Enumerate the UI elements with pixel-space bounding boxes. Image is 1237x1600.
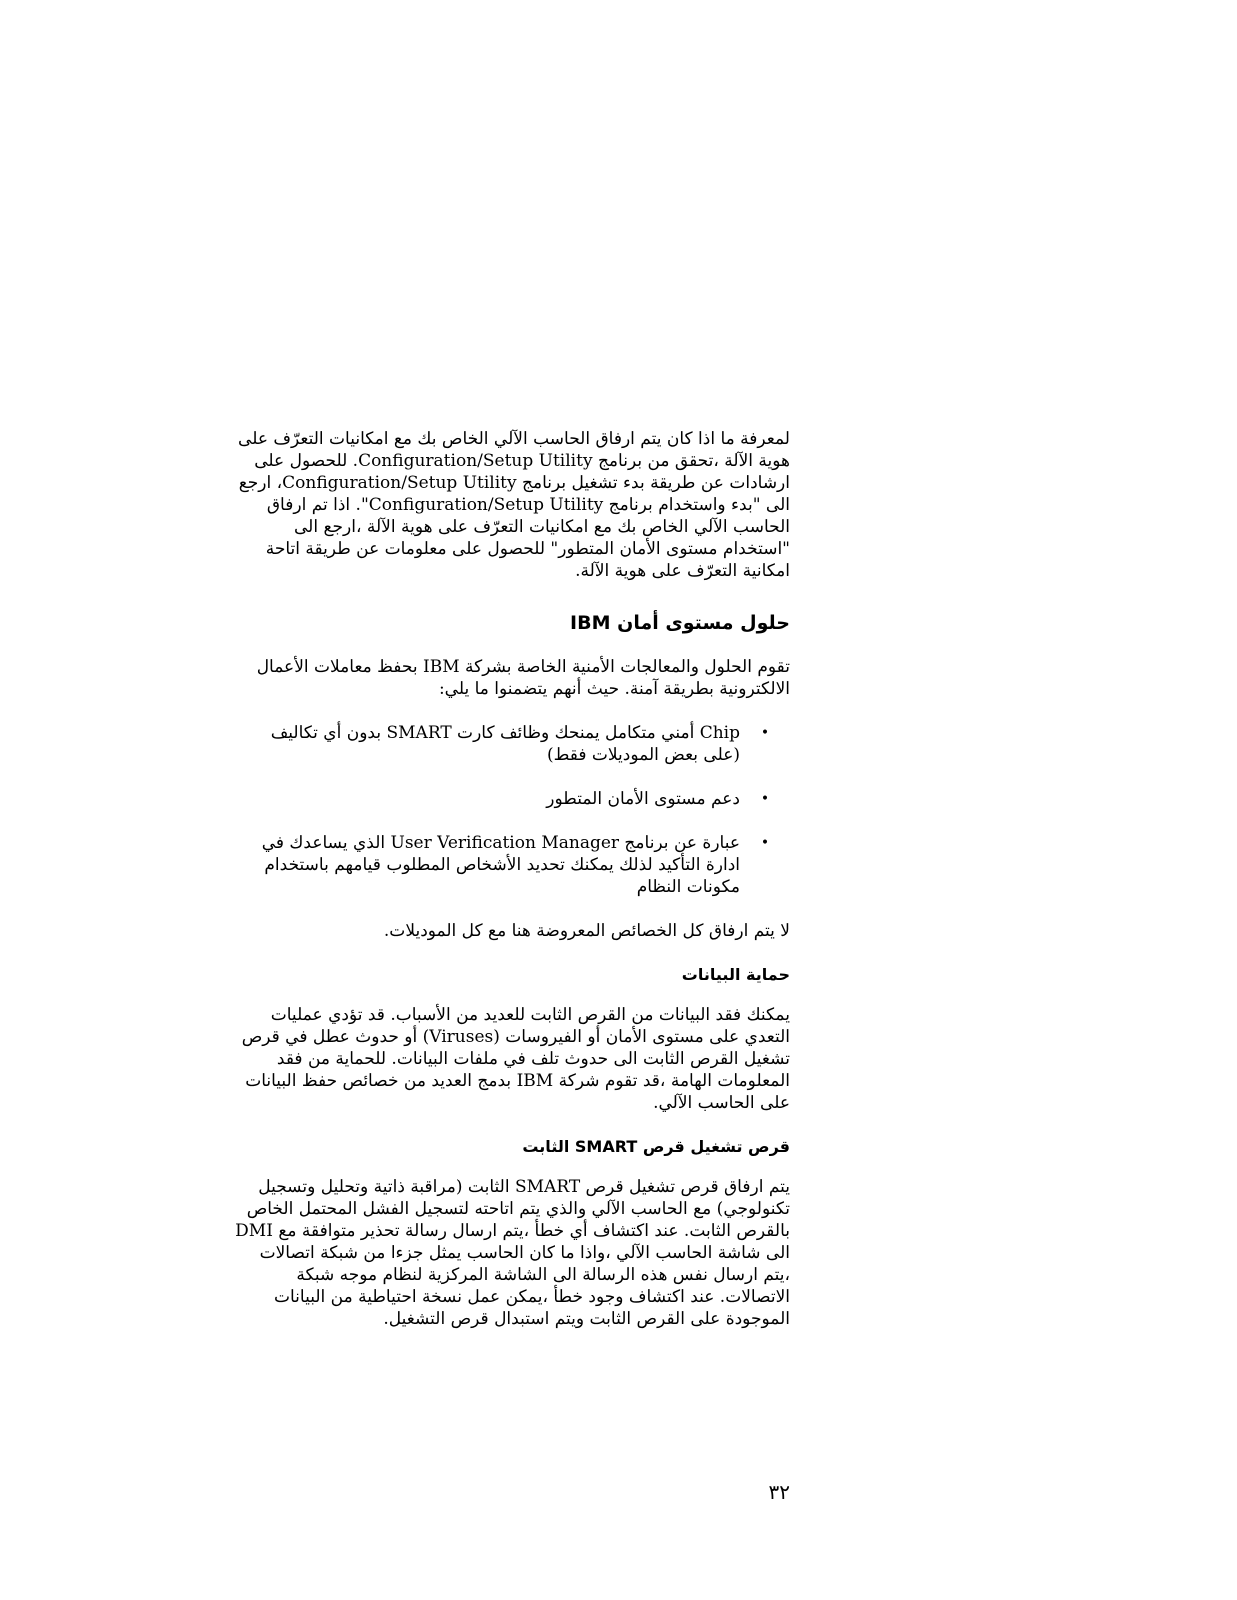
data-protection-paragraph: يمكنك فقد البيانات من القرص الثابت للعديد من الأسباب. قد تؤدي عمليات التعدي على مستوى الأمان أو الفيروسات (Viruses) أو حدوث عطل في قرص تشغيل القرص الثابت الى حدوث تلف في ملفات البيانات. للحماية من فقد المعلومات الهامة ،قد تقوم شركة IBM بدمج العديد من خصائص حفظ البيانات على الحاسب الآلي. xyxy=(241,1005,790,1113)
list-item xyxy=(230,788,790,810)
list-item-text: دعم مستوى الأمان المتطور xyxy=(546,789,740,809)
bullet-icon: • xyxy=(760,835,770,851)
models-note: لا يتم ارفاق كل الخصائص المعروضة هنا مع كل الموديلات. xyxy=(383,921,790,941)
list-item xyxy=(230,722,790,766)
security-solutions-heading: حلول مستوى أمان IBM xyxy=(570,612,790,634)
bullet-icon: • xyxy=(760,725,770,741)
list-item xyxy=(230,832,790,898)
security-solutions-paragraph: تقوم الحلول والمعالجات الأمنية الخاصة بشركة IBM بحفظ معاملات الأعمال الالكترونية بطريقة آمنة. حيث أنهم يتضمنوا ما يلي: xyxy=(256,657,790,699)
page-number: ٣٢ xyxy=(768,1480,790,1504)
smart-drive-heading: قرص تشغيل قرص SMART الثابت xyxy=(522,1137,790,1156)
smart-drive-paragraph: يتم ارفاق قرص تشغيل قرص SMART الثابت (مراقبة ذاتية وتحليل وتسجيل تكنولوجي) مع الحاسب الآلي والذي يتم اتاحته لتسجيل الفشل المحتمل الخاص بالقرص الثابت. عند اكتشاف أي خطأ ،يتم ارسال رسالة تحذير متوافقة مع DMI الى شاشة الحاسب الآلي ،واذا ما كان الحاسب يمثل جزءا من شبكة اتصالات ،يتم ارسال نفس هذه الرسالة الى الشاشة المركزية لنظام موجه شبكة الاتصالات. عند اكتشاف وجود خطأ ،يمكن عمل نسخة احتياطية من البيانات الموجودة على القرص الثابت ويتم استبدال قرص التشغيل. xyxy=(235,1177,790,1329)
bullet-icon: • xyxy=(760,791,770,807)
security-features-list xyxy=(230,722,790,898)
data-protection-heading: حماية البيانات xyxy=(681,965,790,984)
list-item-text: عبارة عن برنامج User Verification Manager الذي يساعدك في ادارة التأكيد لذلك يمكنك تحديد الأشخاص المطلوب قيامهم باستخدام مكونات النظام xyxy=(261,833,740,897)
intro-paragraph: لمعرفة ما اذا كان يتم ارفاق الحاسب الآلي الخاص بك مع امكانيات التعرّف على هوية الآلة ،تحقق من برنامج Configuration/Setup Utility. للحصول على ارشادات عن طريقة بدء تشغيل برنامج Configuration/Setup Utility، ارجع الى "بدء واستخدام برنامج Configuration/Setup Utility". اذا تم ارفاق الحاسب الآلي الخاص بك مع امكانيات التعرّف على هوية الآلة ،ارجع الى "استخدام مستوى الأمان المتطور" للحصول على معلومات عن طريقة اتاحة امكانية التعرّف على هوية الآلة. xyxy=(238,429,790,581)
document-page xyxy=(230,428,790,1330)
list-item-text: Chip أمني متكامل يمنحك وظائف كارت SMART بدون أي تكاليف (على بعض الموديلات فقط) xyxy=(270,723,740,765)
